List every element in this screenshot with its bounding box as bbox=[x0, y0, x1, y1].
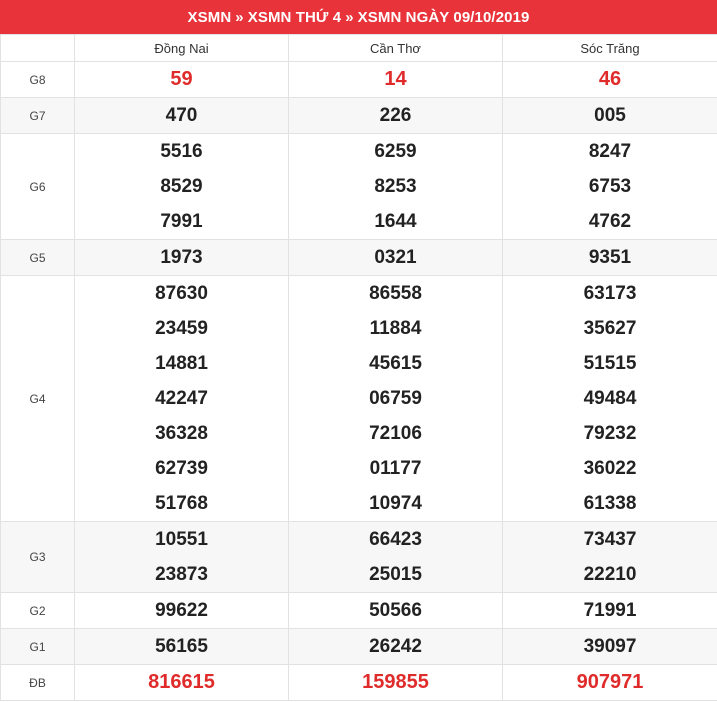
prize-row bbox=[1, 134, 717, 240]
prize-cell bbox=[289, 98, 503, 134]
prize-row bbox=[1, 62, 717, 98]
prize-cell bbox=[289, 134, 503, 240]
result-number: 66423 bbox=[369, 529, 422, 550]
prize-cell bbox=[503, 134, 717, 240]
result-number: 907971 bbox=[576, 671, 644, 693]
result-number: 5516 bbox=[160, 141, 203, 162]
header-province: Đồng Nai bbox=[75, 35, 289, 62]
result-number: 1973 bbox=[160, 247, 203, 268]
result-number: 8253 bbox=[374, 176, 417, 197]
prize-cell bbox=[289, 62, 503, 98]
result-number: 42247 bbox=[155, 388, 208, 409]
prize-row bbox=[1, 276, 717, 522]
prize-label: G5 bbox=[1, 240, 75, 276]
header-province: Sóc Trăng bbox=[503, 35, 717, 62]
prize-cell bbox=[75, 522, 289, 593]
title-bar bbox=[0, 0, 717, 34]
result-number: 61338 bbox=[583, 493, 637, 514]
result-number: 59 bbox=[170, 68, 193, 90]
result-number: 62739 bbox=[155, 458, 208, 479]
result-number: 49484 bbox=[583, 388, 637, 409]
result-number: 1644 bbox=[374, 211, 417, 232]
result-number: 36328 bbox=[155, 423, 208, 444]
result-number: 14 bbox=[384, 68, 407, 90]
prize-cell bbox=[75, 134, 289, 240]
prize-row bbox=[1, 629, 717, 665]
prize-label: G6 bbox=[1, 134, 75, 240]
result-number: 71991 bbox=[583, 600, 637, 621]
prize-row bbox=[1, 522, 717, 593]
result-number: 6259 bbox=[374, 141, 417, 162]
prize-label: G7 bbox=[1, 98, 75, 134]
prize-row bbox=[1, 98, 717, 134]
result-number: 14881 bbox=[155, 353, 208, 374]
prize-row bbox=[1, 593, 717, 629]
result-number: 72106 bbox=[369, 423, 422, 444]
result-number: 86558 bbox=[369, 283, 422, 304]
prize-row bbox=[1, 665, 717, 701]
header-row bbox=[1, 35, 717, 62]
prize-cell bbox=[75, 62, 289, 98]
prize-cell bbox=[503, 240, 717, 276]
result-number: 470 bbox=[165, 105, 198, 126]
result-number: 8529 bbox=[160, 176, 203, 197]
prize-cell bbox=[503, 665, 717, 701]
breadcrumb-weekday-link[interactable]: XSMN THỨ 4 bbox=[247, 8, 342, 26]
prize-cell bbox=[289, 522, 503, 593]
result-number: 99622 bbox=[155, 600, 208, 621]
result-number: 23459 bbox=[155, 318, 208, 339]
result-number: 63173 bbox=[583, 283, 637, 304]
result-number: 005 bbox=[594, 105, 626, 126]
result-number: 39097 bbox=[583, 636, 637, 657]
result-number: 46 bbox=[598, 68, 622, 90]
prize-cell bbox=[503, 62, 717, 98]
prize-cell bbox=[503, 276, 717, 522]
result-number: 159855 bbox=[362, 671, 429, 693]
prize-cell bbox=[503, 629, 717, 665]
result-number: 23873 bbox=[155, 564, 208, 585]
result-number: 8247 bbox=[588, 141, 632, 162]
result-number: 73437 bbox=[583, 529, 637, 550]
prize-cell bbox=[289, 240, 503, 276]
prize-cell bbox=[289, 593, 503, 629]
results-body bbox=[1, 62, 717, 701]
prize-label: ĐB bbox=[1, 665, 75, 701]
prize-cell bbox=[75, 98, 289, 134]
result-number: 816615 bbox=[148, 671, 215, 693]
result-number: 7991 bbox=[160, 211, 203, 232]
result-number: 35627 bbox=[583, 318, 637, 339]
breadcrumb-date-link[interactable]: XSMN NGÀY 09/10/2019 bbox=[357, 8, 530, 26]
prize-cell bbox=[75, 276, 289, 522]
result-number: 11884 bbox=[369, 318, 422, 339]
result-number: 87630 bbox=[155, 283, 208, 304]
result-number: 01177 bbox=[369, 458, 422, 479]
header-province: Cần Thơ bbox=[289, 35, 503, 62]
prize-label: G1 bbox=[1, 629, 75, 665]
prize-cell bbox=[503, 98, 717, 134]
prize-cell bbox=[289, 665, 503, 701]
result-number: 26242 bbox=[369, 636, 422, 657]
prize-cell bbox=[289, 276, 503, 522]
prize-cell bbox=[289, 629, 503, 665]
prize-cell bbox=[75, 665, 289, 701]
header-prize-column bbox=[1, 35, 75, 62]
result-number: 79232 bbox=[583, 423, 637, 444]
prize-label: G3 bbox=[1, 522, 75, 593]
result-number: 50566 bbox=[369, 600, 422, 621]
prize-label: G8 bbox=[1, 62, 75, 98]
result-number: 25015 bbox=[369, 564, 422, 585]
prize-row bbox=[1, 240, 717, 276]
result-number: 10974 bbox=[369, 493, 422, 514]
result-number: 9351 bbox=[588, 247, 632, 268]
prize-cell bbox=[503, 593, 717, 629]
results-table bbox=[0, 34, 717, 701]
prize-cell bbox=[503, 522, 717, 593]
result-number: 226 bbox=[379, 105, 412, 126]
result-number: 36022 bbox=[583, 458, 637, 479]
result-number: 56165 bbox=[155, 636, 208, 657]
result-number: 45615 bbox=[369, 353, 422, 374]
prize-cell bbox=[75, 593, 289, 629]
result-number: 0321 bbox=[374, 247, 417, 268]
prize-cell bbox=[75, 629, 289, 665]
result-number: 4762 bbox=[588, 211, 632, 232]
prize-label: G4 bbox=[1, 276, 75, 522]
result-number: 06759 bbox=[369, 388, 422, 409]
result-number: 51515 bbox=[583, 353, 637, 374]
result-number: 51768 bbox=[155, 493, 208, 514]
result-number: 22210 bbox=[583, 564, 637, 585]
result-number: 10551 bbox=[155, 529, 208, 550]
breadcrumb-separator: » bbox=[345, 8, 354, 26]
breadcrumb-separator: » bbox=[235, 8, 244, 26]
breadcrumb-xsmn-link[interactable]: XSMN bbox=[187, 8, 232, 26]
prize-cell bbox=[75, 240, 289, 276]
result-number: 6753 bbox=[588, 176, 632, 197]
prize-label: G2 bbox=[1, 593, 75, 629]
